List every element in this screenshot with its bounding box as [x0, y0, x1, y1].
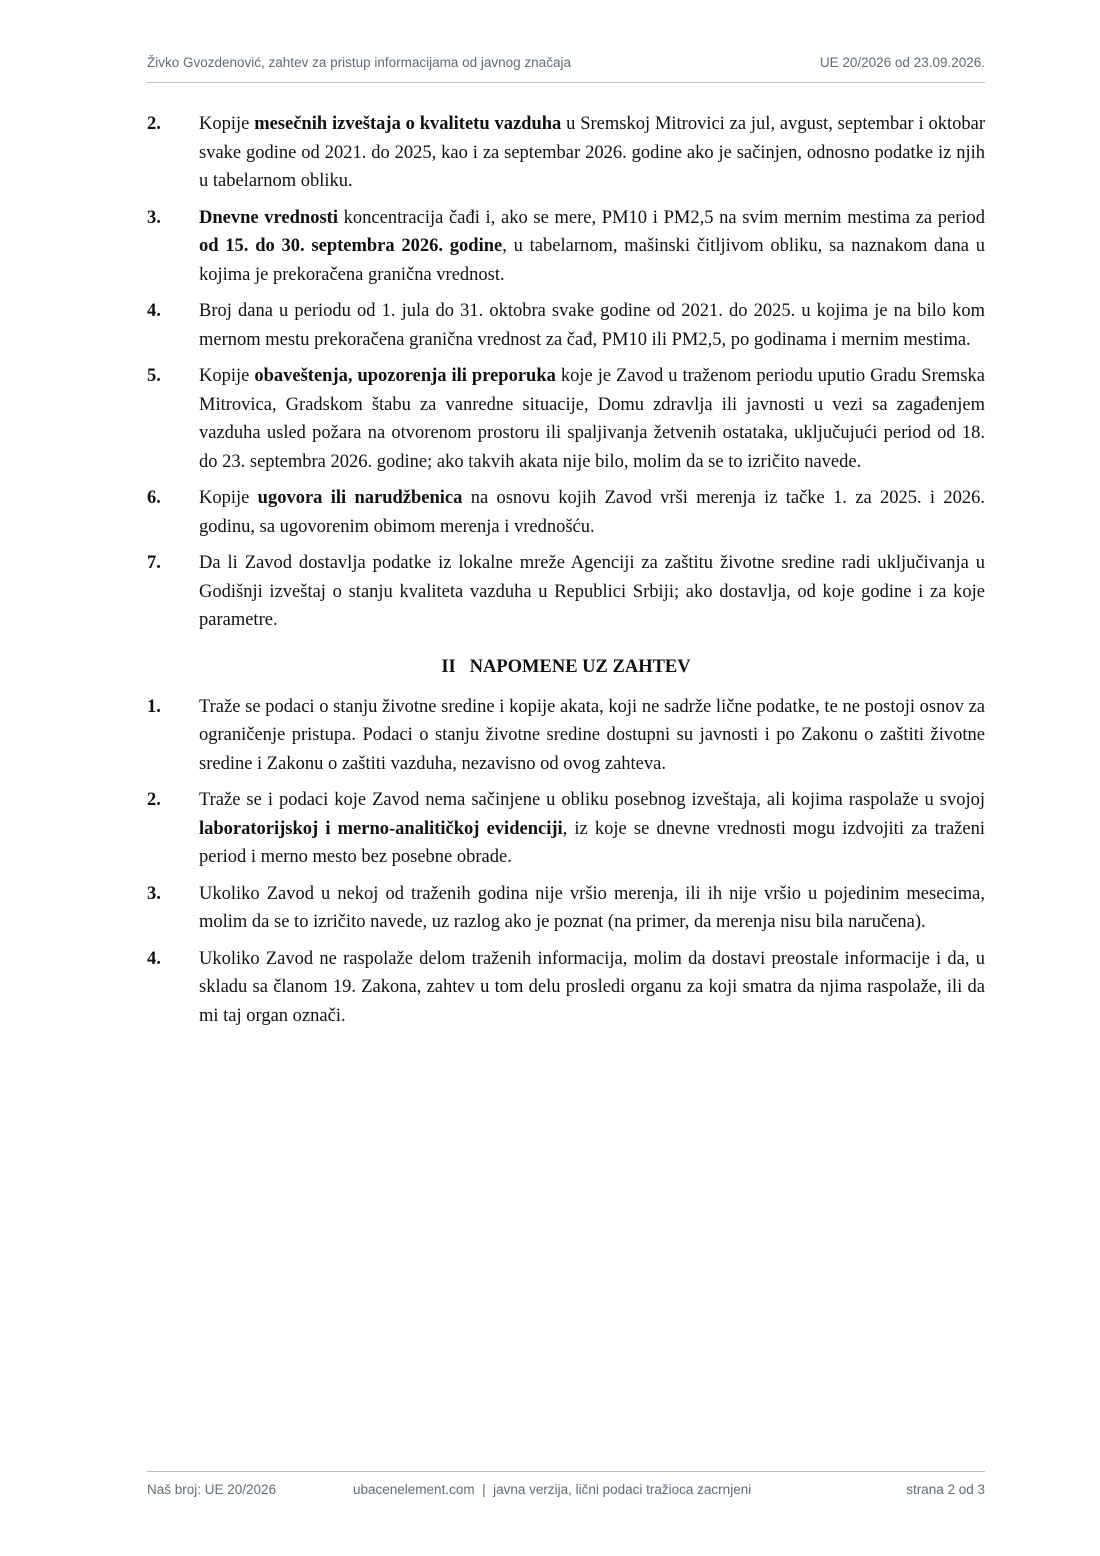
item-text [199, 549, 985, 635]
list-item [147, 945, 985, 1031]
footer-page-number: strana 2 od 3 [906, 1482, 985, 1497]
item-text [199, 693, 985, 779]
bold-text-segment: laboratorijskoj i merno-analitičkoj evidenciji [199, 818, 563, 839]
item-text [199, 786, 985, 872]
list-item [147, 549, 985, 635]
text-segment: Da li Zavod dostavlja podatke iz lokalne mreže Agenciji za zaštitu životne sredine radi uključivanja u Godišnji izveštaj o stanju kvaliteta vazduha u Republici Srbiji; ako dostavlja, od koje godine i za koje parametre. [199, 553, 985, 630]
text-segment: Broj dana u periodu od 1. jula do 31. oktobra svake godine od 2021. do 2025. u kojima je na bilo kom mernom mestu prekoračena granična vrednost za čađ, PM10 ili PM2,5, po godinama i mernim mestima. [199, 301, 985, 350]
bold-text-segment: obaveštenja, upozorenja ili preporuka [254, 366, 556, 386]
list-item [147, 693, 985, 779]
list-item [147, 484, 985, 541]
footer-left-text: Naš broj: UE 20/2026 [147, 1482, 277, 1497]
section-title: II NAPOMENE UZ ZAHTEV [441, 656, 691, 677]
item-number: 6. [147, 488, 161, 508]
item-text [199, 204, 985, 290]
list-item [147, 880, 985, 937]
item-number: 1. [147, 696, 161, 717]
text-segment: na osnovu kojih Zavod vrši merenja iz tačke 1. za 2025. i 2026. godinu, sa ugovorenim obimom merenja i vrednošću. [199, 488, 985, 537]
item-number: 3. [147, 883, 161, 904]
text-segment: koje je Zavod u traženom periodu uputio Gradu Sremska Mitrovica, Gradskom štabu za vanredne situacije, Domu zdravlja ili javnosti u vezi sa zagađenjem vazduha usled požara na otvorenom prostoru ili spaljivanja žetvenih ostataka, uključujući period od 18. do 23. septembra 2026. godine; ako takvih akata nije bilo, molim da se to izričito navede. [199, 366, 985, 472]
item-text [199, 362, 985, 476]
list-item [147, 204, 985, 290]
item-text [199, 880, 985, 937]
item-number: 7. [147, 553, 161, 573]
header-left-text: Živko Gvozdenović, zahtev za pristup informacijama od javnog značaja [147, 55, 571, 70]
item-number: 5. [147, 366, 161, 386]
list-item [147, 362, 985, 476]
text-segment: u Sremskoj Mitrovici za jul, avgust, septembar i oktobar svake godine od 2021. do 2025, kao i za septembar 2026. godine ako je sačinjen, odnosno podatke iz njih u tabelarnom obliku. [199, 114, 985, 191]
item-number: 2. [147, 114, 161, 134]
page-footer [147, 1471, 985, 1497]
item-text [199, 297, 985, 354]
bold-text-segment: mesečnih izveštaja o kvalitetu vazduha [254, 114, 562, 134]
bold-text-segment: od 15. do 30. septembra 2026. godine [199, 236, 503, 256]
text-segment: Traže se i podaci koje Zavod nema sačinjene u obliku posebnog izveštaja, ali kojima raspolaže u svojoj [199, 790, 985, 810]
bold-text-segment: Dnevne vrednosti [199, 207, 338, 228]
item-number: 2. [147, 790, 161, 810]
item-text [199, 110, 985, 196]
notes-list [147, 693, 985, 1031]
header-right-text: UE 20/2026 od 23.09.2026. [819, 55, 985, 70]
text-segment: Kopije [199, 366, 255, 386]
footer-center-text: ubacenelement.com | javna verzija, lični podaci tražioca zacrnjeni [353, 1482, 752, 1497]
bold-text-segment: ugovora ili narudžbenica [257, 488, 463, 508]
text-segment: Traže se podaci o stanju životne sredine i kopije akata, koji ne sadrže lične podatke, te ne postoji osnov za ograničenje pristupa. Podaci o stanju životne sredine dostupni su javnosti i po Zakonu o zaštiti životne sredine i Zakonu o zaštiti vazduha, nezavisno od ovog zahteva. [199, 696, 985, 774]
item-number: 4. [147, 301, 161, 321]
text-segment: Kopije [199, 488, 258, 508]
item-text [199, 945, 985, 1031]
request-items-list [147, 110, 985, 635]
document-body [147, 110, 985, 1038]
text-segment: , u tabelarnom, mašinski čitljivom obliku, sa naznakom dana u kojima je prekoračena granična vrednost. [199, 236, 985, 285]
text-segment: , iz koje se dnevne vrednosti mogu izdvojiti za traženi period i merno mesto bez posebne obrade. [199, 818, 985, 867]
page-header [147, 54, 985, 83]
text-segment: Kopije [199, 114, 255, 134]
text-segment: Ukoliko Zavod ne raspolaže delom traženih informacija, molim da dostavi preostale informacije i da, u skladu sa članom 19. Zakona, zahtev u tom delu prosledi organu za koji smatra da njima raspolaže, ili da mi taj organ označi. [199, 948, 985, 1026]
list-item [147, 297, 985, 354]
list-item [147, 110, 985, 196]
list-item [147, 786, 985, 872]
text-segment: Ukoliko Zavod u nekoj od traženih godina nije vršio merenja, ili ih nije vršio u pojedinim mesecima, molim da se to izričito navede, uz razlog ako je poznat (na primer, da merenja nisu bila naručena). [199, 883, 985, 932]
item-number: 4. [147, 948, 161, 969]
item-text [199, 484, 985, 541]
item-number: 3. [147, 207, 161, 228]
text-segment: koncentracija čađi i, ako se mere, PM10 i PM2,5 na svim mernim mestima za period [337, 207, 985, 228]
